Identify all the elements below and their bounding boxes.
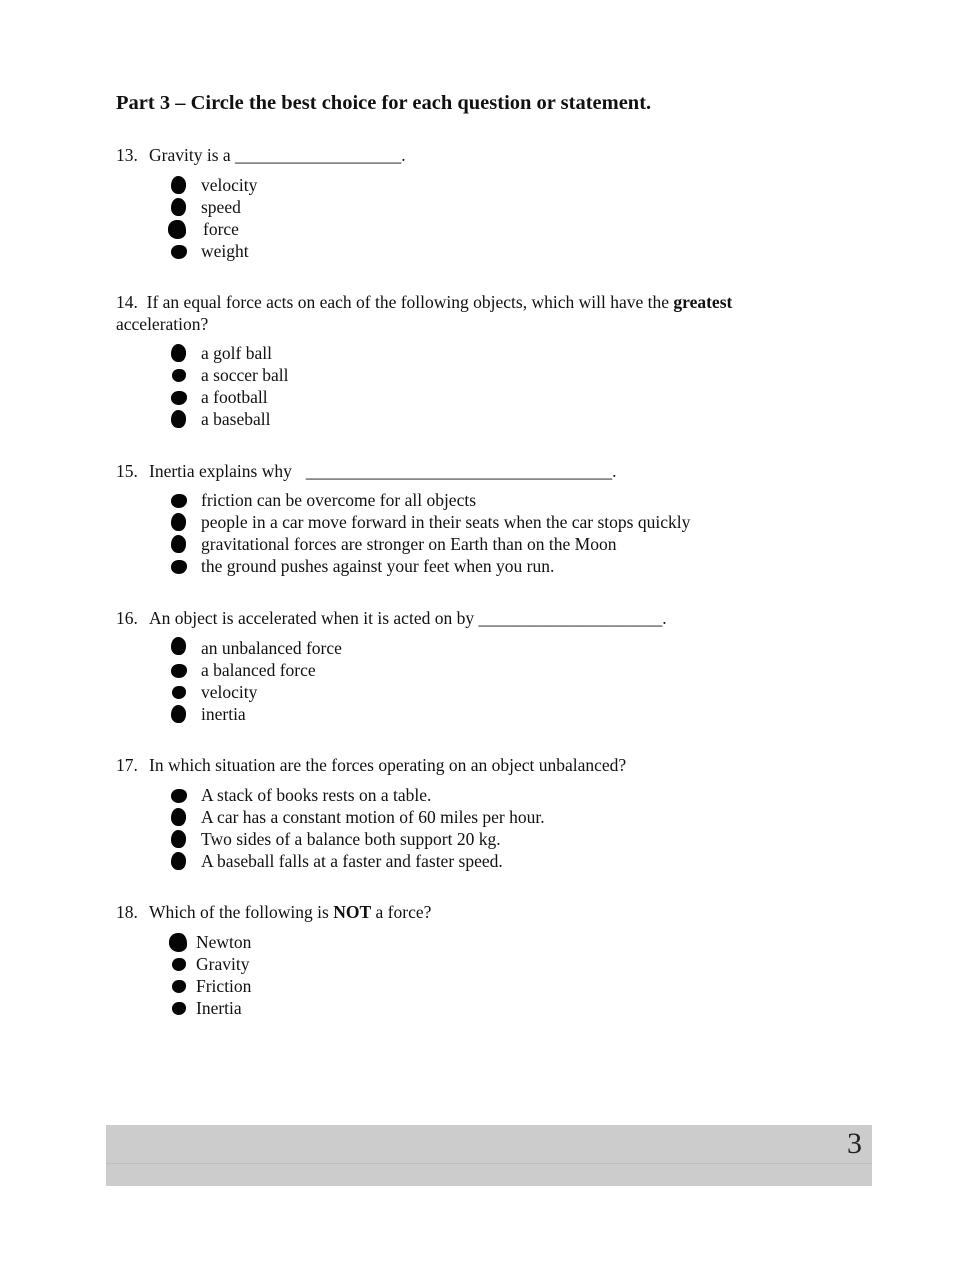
option-label: speed <box>201 197 241 217</box>
question-18 <box>116 901 816 1019</box>
option-label: a golf ball <box>201 343 272 363</box>
option-label: a football <box>201 387 268 407</box>
bullet-icon <box>171 637 186 655</box>
option[interactable] <box>116 784 816 806</box>
option[interactable] <box>116 489 856 511</box>
question-14 <box>116 291 816 430</box>
bullet-icon <box>171 789 187 803</box>
bullet-icon <box>172 686 186 699</box>
option-label: velocity <box>201 175 258 195</box>
option[interactable] <box>116 806 816 828</box>
bullet-icon <box>172 980 186 993</box>
bullet-icon <box>171 344 186 362</box>
option[interactable] <box>116 196 816 218</box>
option-label: A baseball falls at a faster and faster speed. <box>201 851 503 871</box>
option-label: force <box>203 219 239 239</box>
question-emphasis: greatest <box>673 292 733 312</box>
question-text: Which of the following is <box>149 902 329 922</box>
option-list <box>116 342 816 430</box>
option-label: weight <box>201 241 249 261</box>
option-list <box>116 174 816 262</box>
option[interactable] <box>116 681 816 703</box>
option[interactable] <box>116 997 816 1019</box>
question-text-continued: a force? <box>375 902 432 922</box>
option[interactable] <box>116 174 816 196</box>
option-label: velocity <box>201 682 258 702</box>
option-label: people in a car move forward in their seats when the car stops quickly <box>201 512 691 532</box>
option-label: friction can be overcome for all objects <box>201 490 477 510</box>
option[interactable] <box>116 408 816 430</box>
answer-blank: ___________________________________. <box>305 461 617 481</box>
option-label: a balanced force <box>201 660 316 680</box>
bullet-icon <box>171 198 186 216</box>
option[interactable] <box>116 240 816 262</box>
bullet-icon <box>171 410 186 428</box>
question-text: If an equal force acts on each of the following objects, which will have the <box>146 292 670 312</box>
option[interactable] <box>116 218 816 240</box>
option[interactable] <box>116 555 856 577</box>
option-label: Friction <box>196 976 252 996</box>
option[interactable] <box>116 659 816 681</box>
question-emphasis: NOT <box>333 902 372 922</box>
bullet-icon <box>171 513 186 531</box>
option-label: Inertia <box>196 998 242 1018</box>
option-list <box>116 784 816 872</box>
option-label: the ground pushes against your feet when you run. <box>201 556 555 576</box>
option[interactable] <box>116 703 816 725</box>
question-number: 14. <box>116 292 138 312</box>
option[interactable] <box>116 533 856 555</box>
question-text: Inertia explains why <box>149 461 292 481</box>
option[interactable] <box>116 850 816 872</box>
question-text: Gravity is a ___________________. <box>149 145 406 165</box>
question-15 <box>116 460 856 577</box>
page-title: Part 3 – Circle the best choice for each question or statement. <box>116 92 652 114</box>
bullet-icon <box>171 808 186 826</box>
option[interactable] <box>116 342 816 364</box>
bullet-icon <box>171 535 186 553</box>
bullet-icon <box>171 852 186 870</box>
option[interactable] <box>116 931 816 953</box>
bullet-icon <box>171 391 187 405</box>
question-17 <box>116 754 816 872</box>
question-16 <box>116 607 816 725</box>
option-list <box>116 489 856 577</box>
bullet-icon <box>171 664 187 678</box>
option[interactable] <box>116 953 816 975</box>
question-number: 18. <box>116 902 138 922</box>
option[interactable] <box>116 637 816 659</box>
option[interactable] <box>116 975 816 997</box>
question-number: 16. <box>116 608 138 628</box>
bullet-icon <box>171 560 187 574</box>
bullet-icon <box>172 1002 186 1015</box>
option-label: A stack of books rests on a table. <box>201 785 432 805</box>
question-number: 15. <box>116 461 138 481</box>
page-number: 3 <box>847 1127 862 1160</box>
page-footer <box>106 1125 872 1186</box>
bullet-icon <box>171 245 187 259</box>
option-label: a soccer ball <box>201 365 289 385</box>
option-label: an unbalanced force <box>201 638 342 658</box>
option[interactable] <box>116 364 816 386</box>
option-label: Gravity <box>196 954 250 974</box>
option-label: inertia <box>201 704 246 724</box>
option[interactable] <box>116 828 816 850</box>
option-list <box>116 931 816 1019</box>
option[interactable] <box>116 511 856 533</box>
footer-divider <box>106 1163 872 1164</box>
bullet-icon <box>171 494 187 508</box>
option-label: Newton <box>196 932 252 952</box>
question-number: 13. <box>116 145 138 165</box>
option[interactable] <box>116 386 816 408</box>
question-text-continued: acceleration? <box>116 314 209 334</box>
bullet-icon <box>168 220 186 239</box>
option-label: Two sides of a balance both support 20 kg. <box>201 829 501 849</box>
bullet-icon <box>172 369 186 382</box>
bullet-icon <box>171 176 186 194</box>
question-text: An object is accelerated when it is acted on by _____________________. <box>149 608 667 628</box>
bullet-icon <box>171 705 186 723</box>
question-13 <box>116 144 816 262</box>
option-label: a baseball <box>201 409 271 429</box>
option-list <box>116 637 816 725</box>
bullet-icon <box>169 933 187 952</box>
option-label: A car has a constant motion of 60 miles per hour. <box>201 807 545 827</box>
question-text: In which situation are the forces operating on an object unbalanced? <box>149 755 627 775</box>
question-number: 17. <box>116 755 138 775</box>
option-label: gravitational forces are stronger on Earth than on the Moon <box>201 534 617 554</box>
bullet-icon <box>172 958 186 971</box>
bullet-icon <box>171 830 186 848</box>
